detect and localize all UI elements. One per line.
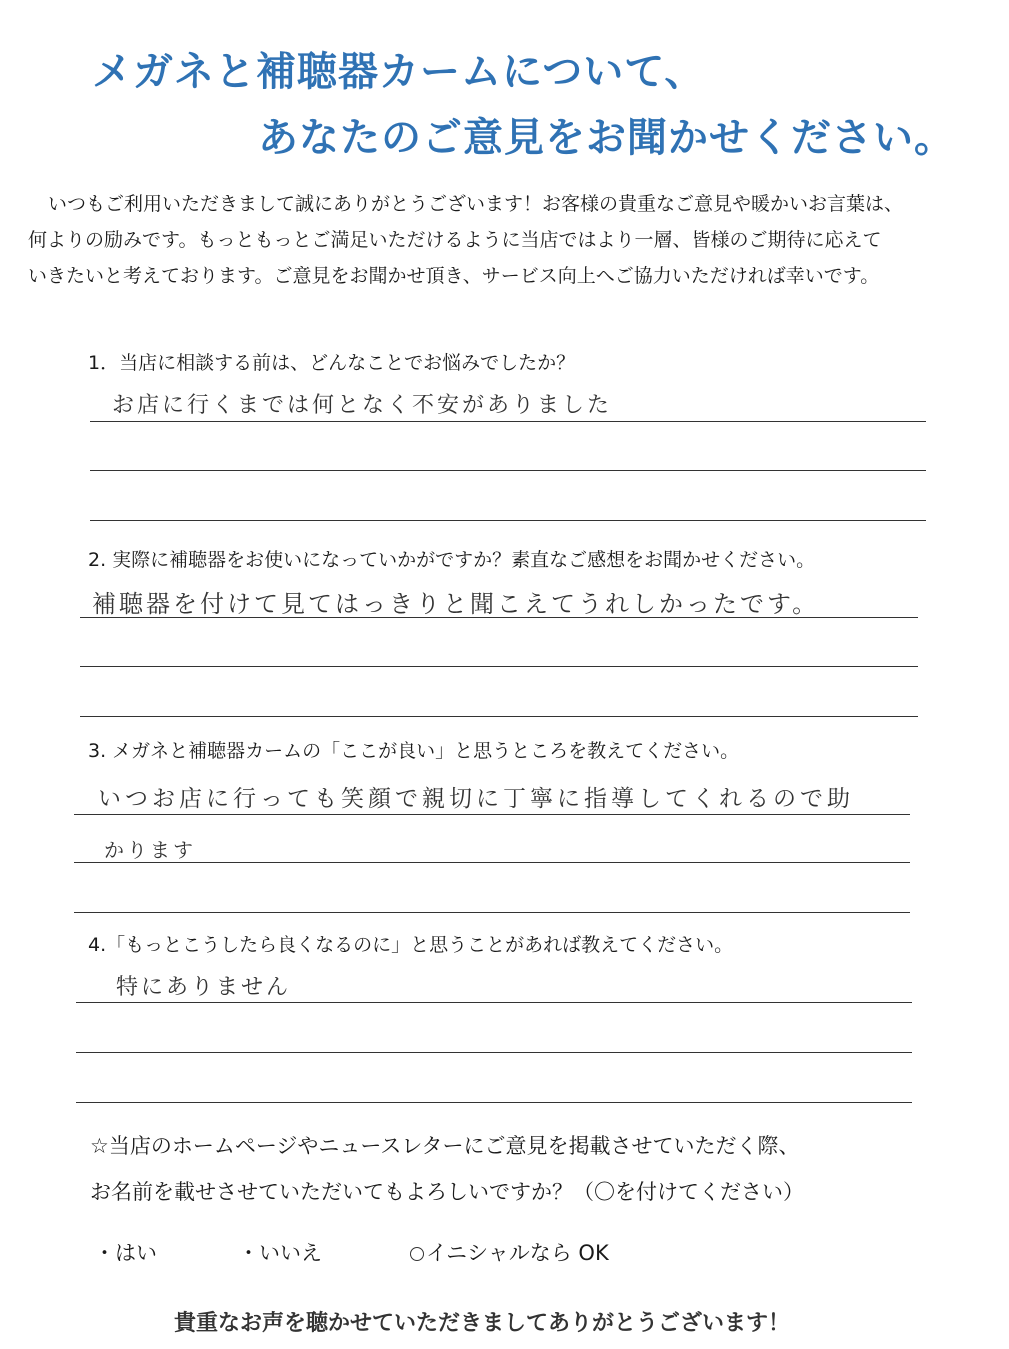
answer-line-rule (74, 814, 910, 815)
question-4-answer-line-1: 特にありません (116, 975, 292, 1000)
option-no-label: ・いいえ (238, 1241, 322, 1265)
option-yes-label: ・はい (94, 1241, 157, 1265)
answer-line-rule (90, 421, 926, 422)
answer-line-rule (76, 1102, 912, 1103)
question-2-answer-line-1: 補聴器を付けて見てはっきりと聞こえてうれしかったです。 (92, 590, 820, 618)
question-3-answer-line-1: いつお店に行っても笑顔で親切に丁寧に指導してくれるので助 (98, 786, 854, 812)
answer-line-rule (80, 617, 918, 618)
question-2-label: 2. 実際に補聴器をお使いになっていかがですか？素直なご感想をお聞かせください。 (88, 549, 816, 571)
answer-line-rule (80, 666, 918, 667)
consent-question-line-2: お名前を載せさせていただいてもよろしいですか？（〇を付けてください） (90, 1180, 804, 1204)
intro-line: 何よりの励みです。もっともっとご満足いただけるように当店ではより一層、皆様のご期待に応えて (28, 229, 882, 251)
option-yes[interactable] (94, 1237, 157, 1267)
option-initials[interactable] (410, 1237, 609, 1267)
question-4-label: 4.「もっとこうしたら良くなるのに」と思うことがあれば教えてください。 (88, 934, 734, 956)
question-3-label: 3. メガネと補聴器カームの「ここが良い」と思うところを教えてください。 (88, 740, 740, 762)
answer-line-rule (74, 862, 910, 863)
option-initials-label: イニシャルなら OK (426, 1241, 609, 1265)
selected-circle-icon (410, 1247, 424, 1261)
answer-line-rule (90, 520, 926, 521)
answer-line-rule (90, 470, 926, 471)
page-title-line-2: あなたのご意見をお聞かせください。 (258, 115, 955, 161)
footer-thanks: 貴重なお声を聴かせていただきましてありがとうございます！ (174, 1311, 791, 1336)
answer-line-rule (76, 1002, 912, 1003)
question-1-label: 1．当店に相談する前は、どんなことでお悩みでしたか？ (88, 352, 576, 374)
intro-line: いきたいと考えております。ご意見をお聞かせ頂き、サービス向上へご協力いただければ幸いです。 (28, 265, 880, 287)
page-title-line-1: メガネと補聴器カームについて、 (92, 49, 706, 95)
intro-paragraph (28, 186, 988, 294)
option-no[interactable] (238, 1237, 322, 1267)
answer-line-rule (74, 912, 910, 913)
consent-question-line-1: ☆当店のホームページやニュースレターにご意見を掲載させていただく際、 (90, 1134, 800, 1158)
answer-line-rule (76, 1052, 912, 1053)
intro-line: いつもご利用いただきまして誠にありがとうございます！お客様の貴重なご意見や暖かいお言葉は、 (48, 193, 904, 215)
answer-line-rule (80, 716, 918, 717)
question-3-answer-line-2: かります (104, 838, 196, 862)
question-1-answer-line-1: お店に行くまでは何となく不安がありました (112, 393, 613, 418)
